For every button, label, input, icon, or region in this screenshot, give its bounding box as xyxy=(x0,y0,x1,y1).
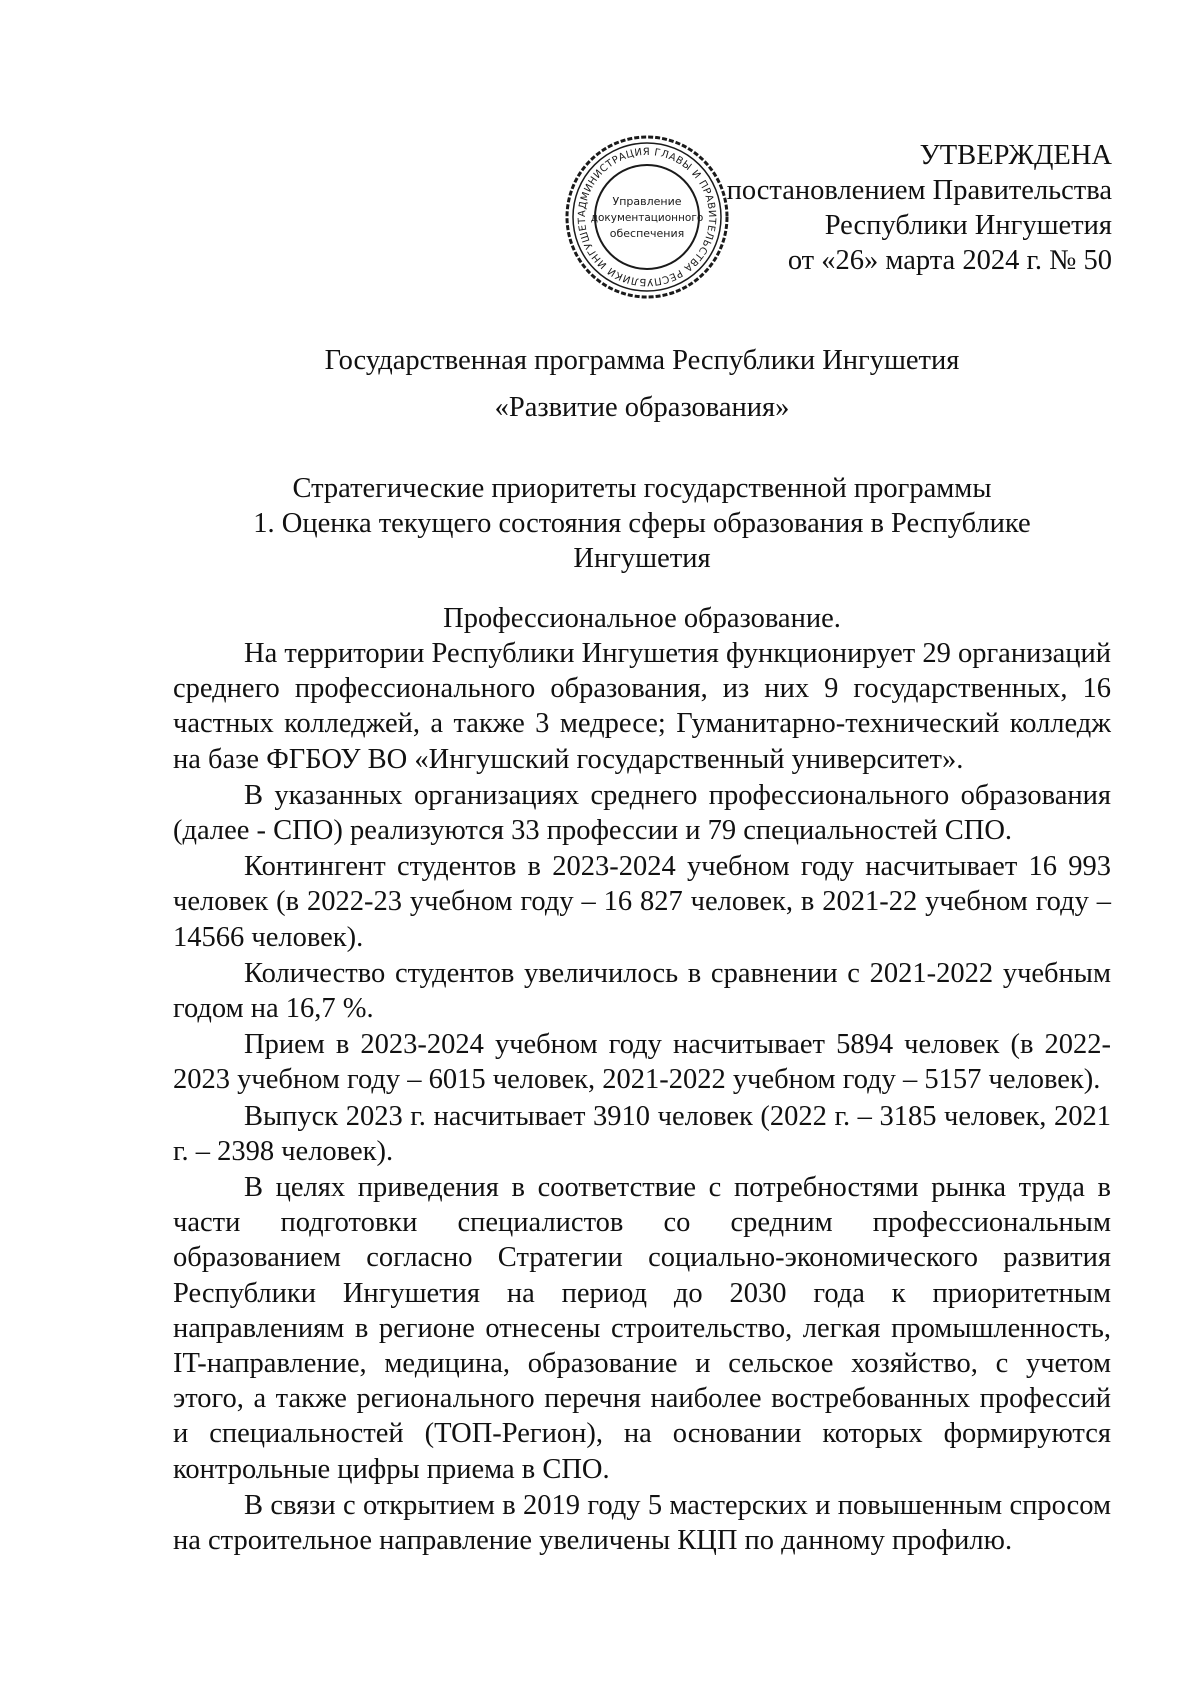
paragraph: В целях приведения в соответствие с потребностями рынка труда в части подготовки специалистов со средним профессиональным образованием согласно Стратегии социально-экономического развития Республики Ингушетия на период до 2030 года к приоритетным направлениям в регионе отнесены строительство, легкая промышленность, IT-направление, медицина, образование и сельское хозяйство, с учетом этого, а также регионального перечня наиболее востребованных профессий и специальностей (ТОП-Регион), на основании которых формируются контрольные цифры приема в СПО. xyxy=(173,1172,1111,1485)
stamp-seal-icon xyxy=(563,133,731,301)
svg-text:АДМИНИСТРАЦИЯ ГЛАВЫ И ПРАВИТЕЛ xyxy=(563,133,717,287)
program-name: «Развитие образования» xyxy=(494,392,790,423)
stamp-ring-text: АДМИНИСТРАЦИЯ ГЛАВЫ И ПРАВИТЕЛЬСТВА РЕСПУБЛИКИ ИНГУШЕТ xyxy=(576,146,718,288)
subsection-heading: Профессиональное образование. xyxy=(443,603,841,634)
paragraph: Прием в 2023-2024 учебном году насчитывает 5894 человек (в 2022-2023 учебном году – 6015 человек, 2021-2022 учебном году – 5157 человек). xyxy=(173,1029,1111,1096)
paragraph: Выпуск 2023 г. насчитывает 3910 человек (2022 г. – 3185 человек, 2021 г. – 2398 человек). xyxy=(173,1100,1111,1167)
section-heading: 1. Оценка текущего состояния сферы образования в Республике xyxy=(253,508,1031,539)
paragraph: Контингент студентов в 2023-2024 учебном году насчитывает 16 993 человек (в 2022-23 учебном году – 16 827 человек, в 2021-22 учебном году – 14566 человек). xyxy=(173,851,1111,953)
approval-line-2: постановлением Правительства xyxy=(726,175,1112,206)
priorities-heading: Стратегические приоритеты государственной программы xyxy=(292,473,992,504)
body-text xyxy=(173,636,1111,1559)
approval-line-4: от «26» марта 2024 г. № 50 xyxy=(787,245,1112,276)
approval-block xyxy=(727,138,1112,278)
paragraph: На территории Республики Ингушетия функционирует 29 организаций среднего профессионального образования, из них 9 государственных, 16 частных колледжей, а также 3 медресе; Гуманитарно-технический колледж на базе ФГБОУ ВО «Ингушский государственный университет». xyxy=(173,638,1111,775)
stamp-inner-line-3: обеспечения xyxy=(609,227,685,240)
paragraph: В связи с открытием в 2019 году 5 мастерских и повышенным спросом на строительное направление увеличены КЦП по данному профилю. xyxy=(173,1489,1111,1557)
approval-line-1: УТВЕРЖДЕНА xyxy=(919,140,1112,171)
section-heading-continued: Ингушетия xyxy=(573,543,711,574)
approval-line-3: Республики Ингушетия xyxy=(824,210,1112,241)
stamp-inner-line-1: Управление xyxy=(612,195,682,208)
paragraph: В указанных организациях среднего профессионального образования (далее - СПО) реализуются 33 профессии и 79 специальностей СПО. xyxy=(173,779,1111,847)
stamp-inner-line-2: документационного xyxy=(590,212,704,224)
paragraph: Количество студентов увеличилось в сравнении с 2021-2022 учебным годом на 16,7 %. xyxy=(173,957,1111,1025)
program-title: Государственная программа Республики Ингушетия xyxy=(324,345,960,376)
official-stamp xyxy=(563,133,731,301)
